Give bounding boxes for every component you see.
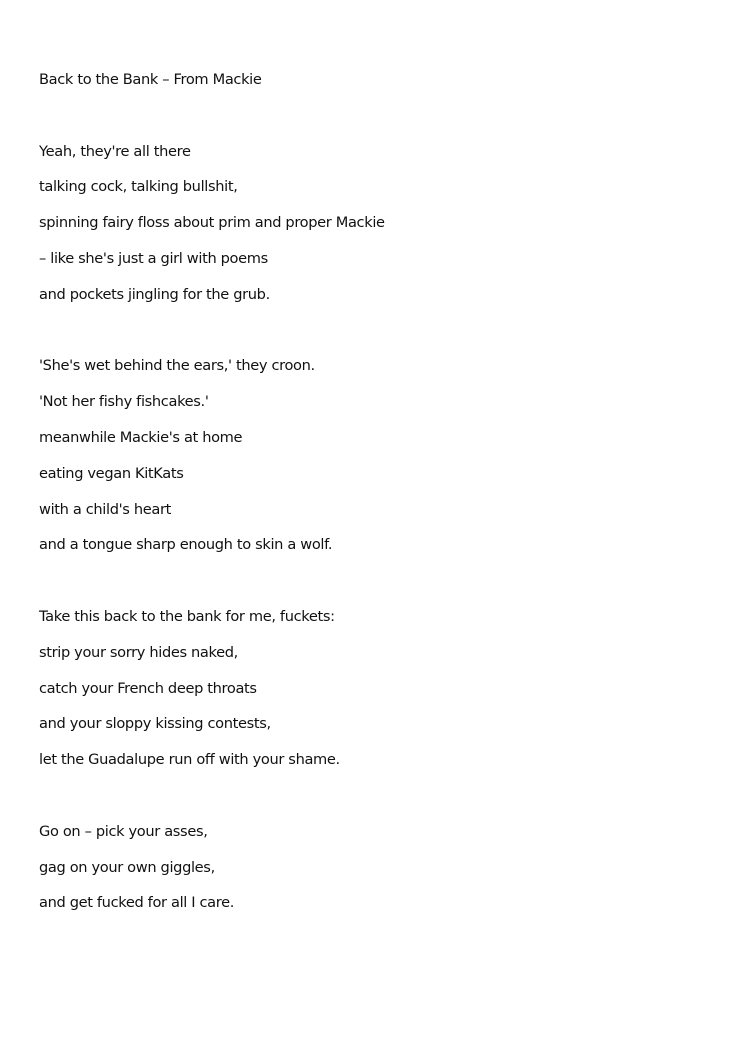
poem-line: Yeah, they're all there <box>39 142 191 160</box>
poem-line: and pockets jingling for the grub. <box>39 285 270 303</box>
poem-line: catch your French deep throats <box>39 679 257 697</box>
poem-line: and your sloppy kissing contests, <box>39 715 271 733</box>
poem-line: spinning fairy floss about prim and proper Mackie <box>39 214 385 232</box>
poem-line: with a child's heart <box>39 500 171 518</box>
poem-line: and get fucked for all I care. <box>39 894 235 912</box>
stanza-gap <box>39 569 719 605</box>
poem-line: eating vegan KitKats <box>39 464 184 482</box>
poem-line: strip your sorry hides naked, <box>39 643 238 661</box>
stanza-gap <box>39 784 719 820</box>
poem-line: and a tongue sharp enough to skin a wolf. <box>39 536 333 554</box>
stanza-4 <box>39 820 719 927</box>
poem-line: meanwhile Mackie's at home <box>39 428 243 446</box>
poem-line: Take this back to the bank for me, fuckets: <box>39 607 335 625</box>
poem-line: gag on your own giggles, <box>39 858 215 876</box>
stanza-2 <box>39 354 719 569</box>
poem-line: let the Guadalupe run off with your shame. <box>39 751 340 769</box>
stanza-gap <box>39 319 719 355</box>
poem-line: Go on – pick your asses, <box>39 822 208 840</box>
stanza-3 <box>39 605 719 784</box>
poem <box>39 68 719 927</box>
stanza-1 <box>39 140 719 319</box>
stanza-gap <box>39 104 719 140</box>
poem-line: 'Not her fishy fishcakes.' <box>39 393 209 411</box>
poem-title: Back to the Bank – From Mackie <box>39 71 262 88</box>
poem-line: 'She's wet behind the ears,' they croon. <box>39 357 315 375</box>
poem-line: – like she's just a girl with poems <box>39 249 268 267</box>
poem-line: talking cock, talking bullshit, <box>39 178 238 196</box>
